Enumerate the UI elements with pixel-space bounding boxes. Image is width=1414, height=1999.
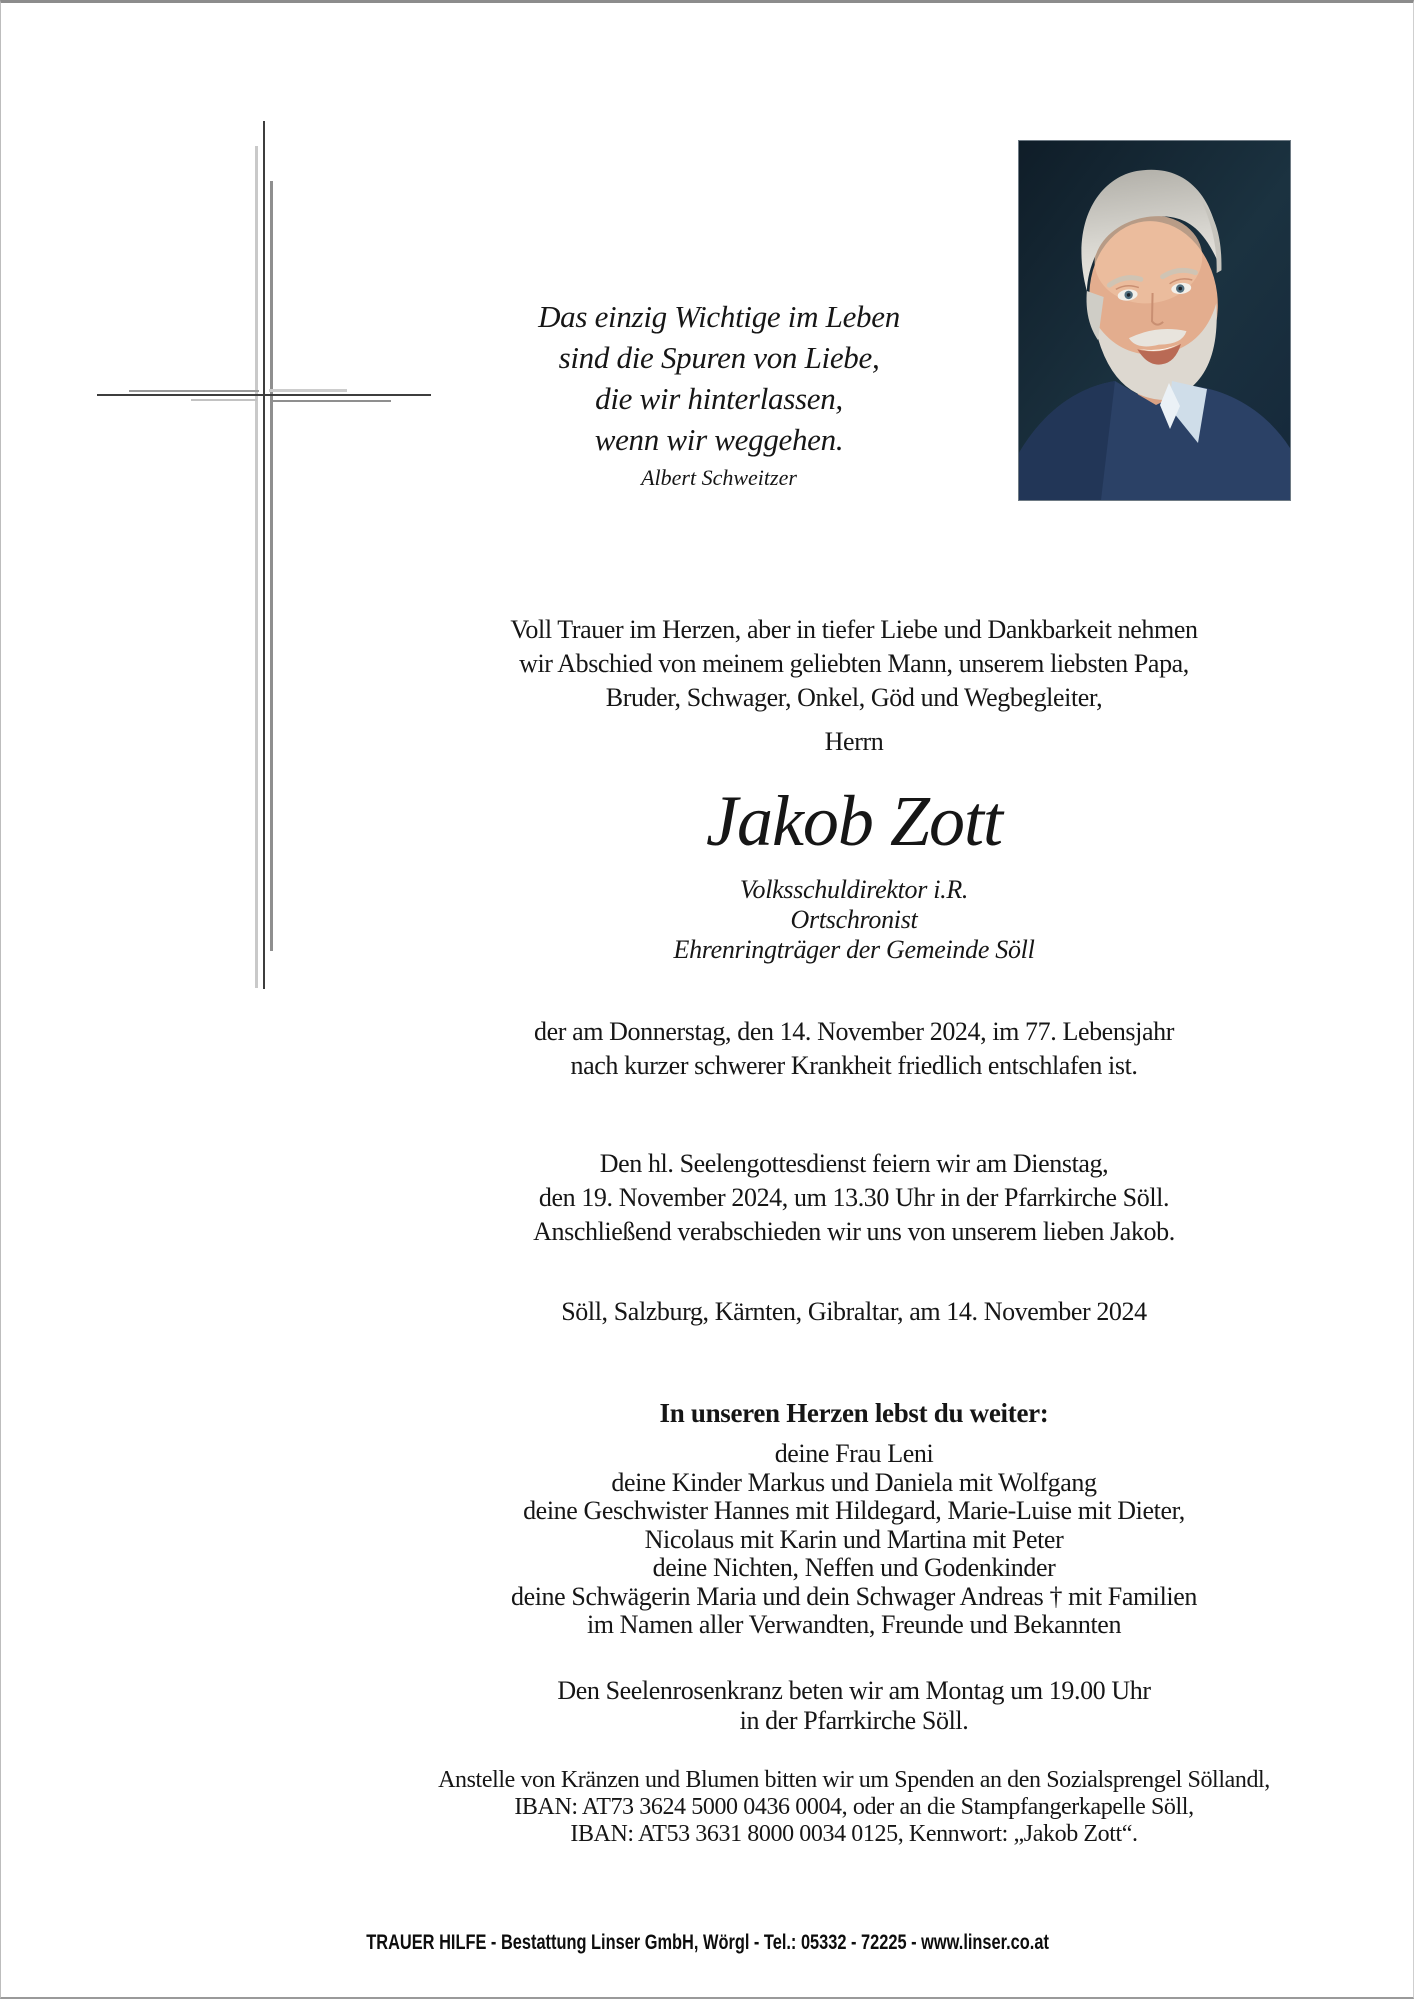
- service-line: Den hl. Seelengottesdienst feiern wir am Dienstag,: [599, 1149, 1109, 1178]
- quote-block: [419, 296, 1019, 460]
- family-line: deine Schwägerin Maria und dein Schwager Andreas † mit Familien: [510, 1581, 1197, 1611]
- quote-line: die wir hinterlassen,: [595, 381, 843, 416]
- intro-line: Bruder, Schwager, Onkel, Göd und Wegbegleiter,: [605, 683, 1103, 712]
- family-line: im Namen aller Verwandten, Freunde und Bekannten: [586, 1610, 1122, 1639]
- service-line: den 19. November 2024, um 13.30 Uhr in der Pfarrkirche Söll.: [538, 1183, 1170, 1212]
- death-notice-line: der am Donnerstag, den 14. November 2024, im 77. Lebensjahr: [534, 1017, 1174, 1046]
- deceased-name: Jakob Zott: [706, 781, 1002, 861]
- cross-vertical-mid-line: [270, 181, 273, 951]
- cross-horizontal-right-mid-line: [271, 400, 391, 402]
- remembrance-heading: In unseren Herzen lebst du weiter:: [659, 1398, 1049, 1428]
- title-line: Ehrenringträger der Gemeinde Söll: [673, 935, 1035, 964]
- donation-line: IBAN: AT53 3631 8000 0034 0125, Kennwort: „Jakob Zott“.: [570, 1821, 1138, 1847]
- family-line: deine Nichten, Neffen und Godenkinder: [652, 1553, 1056, 1582]
- salutation: Herrn: [824, 727, 884, 756]
- service-info: [293, 1147, 1414, 1249]
- cross-horizontal-left-light-line: [191, 399, 257, 401]
- rosary-line: in der Pfarrkirche Söll.: [739, 1706, 969, 1735]
- cross-vertical-dark-line: [263, 121, 265, 989]
- donation-line: Anstelle von Kränzen und Blumen bitten wir um Spenden an den Sozialsprengel Söllandl,: [438, 1767, 1270, 1793]
- donation-line: IBAN: AT73 3624 5000 0436 0004, oder an die Stampfangerkapelle Söll,: [514, 1794, 1194, 1820]
- cross-vertical-light-line: [255, 146, 258, 988]
- family-line: deine Frau Leni: [774, 1439, 934, 1468]
- death-notice: [293, 1015, 1414, 1083]
- death-notice-line: nach kurzer schwerer Krankheit friedlich entschlafen ist.: [570, 1051, 1138, 1080]
- cross-horizontal-right-light-line: [269, 389, 347, 392]
- donation-info: [293, 1767, 1414, 1848]
- footer-strip: [1, 1931, 1414, 1955]
- deceased-titles: [293, 875, 1414, 965]
- cross-horizontal-left-mid-line: [129, 390, 259, 392]
- quote-attribution: Albert Schweitzer: [641, 465, 797, 490]
- quote-line: wenn wir weggehen.: [594, 422, 844, 457]
- dateline: Söll, Salzburg, Kärnten, Gibraltar, am 14. November 2024: [561, 1297, 1147, 1326]
- quote-line: Das einzig Wichtige im Leben: [538, 299, 900, 334]
- family-list: [293, 1440, 1414, 1640]
- portrait-photo: [1019, 141, 1290, 500]
- intro-paragraph: [293, 613, 1414, 715]
- family-line: deine Kinder Markus und Daniela mit Wolfgang: [611, 1467, 1097, 1497]
- quote-line: sind die Spuren von Liebe,: [558, 340, 880, 375]
- family-line: deine Geschwister Hannes mit Hildegard, Marie-Luise mit Dieter,: [523, 1496, 1185, 1525]
- cross-horizontal-dark-line: [97, 394, 431, 396]
- title-line: Ortschronist: [790, 905, 918, 934]
- rosary-info: [293, 1676, 1414, 1736]
- title-line: Volksschuldirektor i.R.: [739, 875, 969, 904]
- intro-line: Voll Trauer im Herzen, aber in tiefer Liebe und Dankbarkeit nehmen: [510, 615, 1198, 644]
- intro-line: wir Abschied von meinem geliebten Mann, unserem liebsten Papa,: [519, 649, 1189, 678]
- rosary-line: Den Seelenrosenkranz beten wir am Montag um 19.00 Uhr: [557, 1676, 1151, 1705]
- family-line: Nicolaus mit Karin und Martina mit Peter: [644, 1524, 1064, 1554]
- funeral-home-footer-text: TRAUER HILFE - Bestattung Linser GmbH, Wörgl - Tel.: 05332 - 72225 - www.linser.co.at: [366, 1931, 1050, 1954]
- service-line: Anschließend verabschieden wir uns von unserem lieben Jakob.: [533, 1217, 1175, 1246]
